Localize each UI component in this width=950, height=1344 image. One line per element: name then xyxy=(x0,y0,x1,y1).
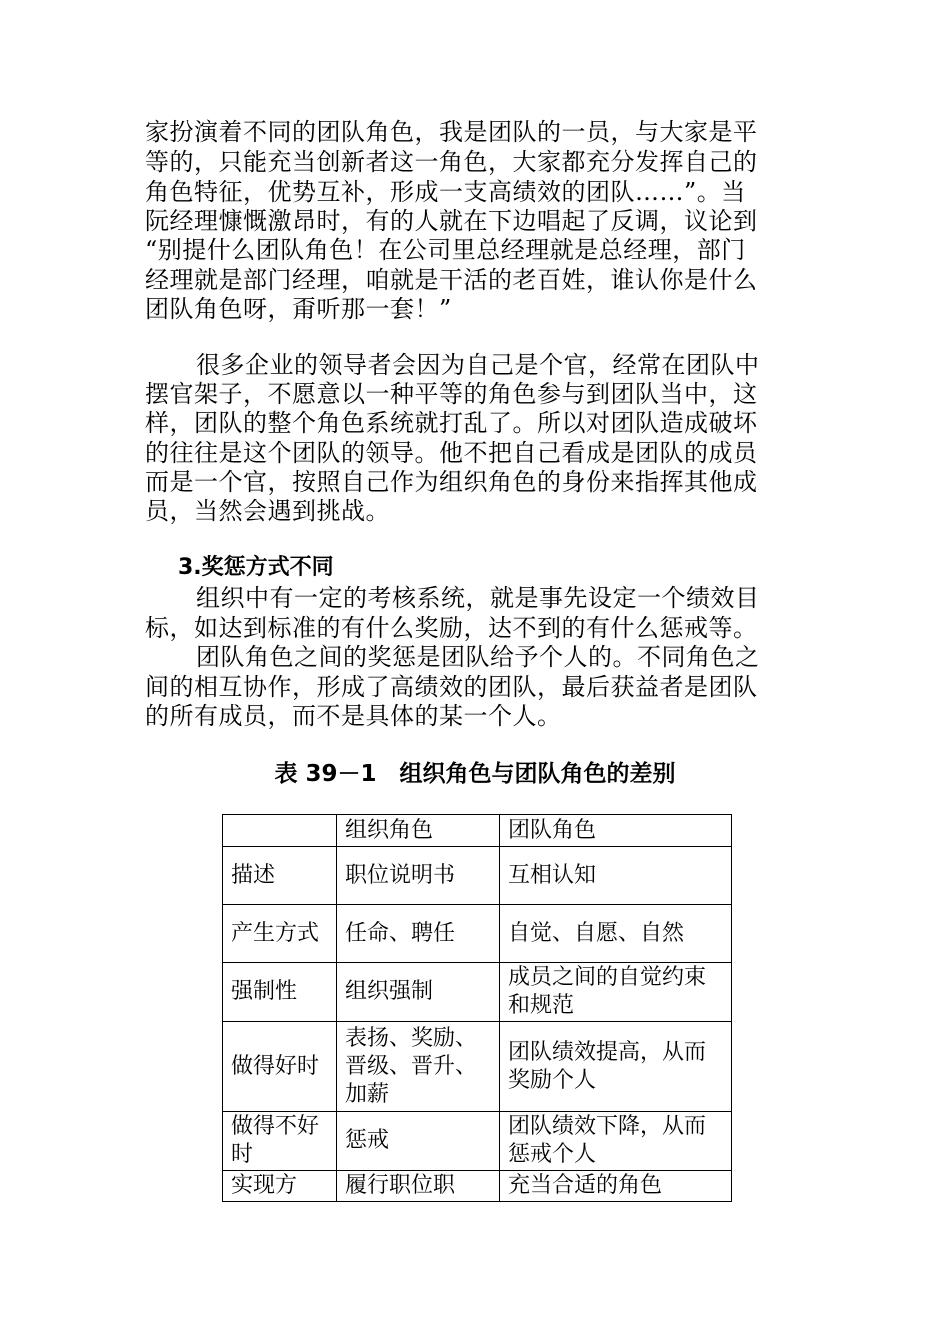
paragraph-2-line: 样，团队的整个角色系统就打乱了。所以对团队造成破坏 xyxy=(145,409,758,437)
table-row-label: 实现方 xyxy=(223,1171,337,1202)
table-cell: 团队绩效下降，从而惩戒个人 xyxy=(500,1112,732,1171)
table-row xyxy=(223,905,732,963)
table-row-label: 做得不好时 xyxy=(223,1112,337,1171)
paragraph-1-line: 经理就是部门经理，咱就是干活的老百姓，谁认你是什么 xyxy=(145,266,758,294)
table-row-label: 产生方式 xyxy=(223,905,337,963)
table-row-label: 做得好时 xyxy=(223,1022,337,1112)
paragraph-1-line: 团队角色呀，甭听那一套！” xyxy=(145,295,452,323)
table-header-cell: 组织角色 xyxy=(337,815,500,847)
paragraph-2-line: 很多企业的领导者会因为自己是个官，经常在团队中 xyxy=(196,351,760,379)
table-cell: 惩戒 xyxy=(337,1112,500,1171)
paragraph-2-line: 员，当然会遇到挑战。 xyxy=(145,497,390,525)
table-cell: 互相认知 xyxy=(500,847,732,905)
table-cell: 充当合适的角色 xyxy=(500,1171,732,1202)
table-row xyxy=(223,1112,732,1171)
paragraph-4-line: 团队角色之间的奖惩是团队给予个人的。不同角色之 xyxy=(196,643,760,671)
paragraph-4-line: 的所有成员，而不是具体的某一个人。 xyxy=(145,702,562,730)
table-cell: 团队绩效提高，从而奖励个人 xyxy=(500,1022,732,1112)
table-cell: 自觉、自愿、自然 xyxy=(500,905,732,963)
paragraph-3-line: 组织中有一定的考核系统，就是事先设定一个绩效目 xyxy=(196,584,760,612)
table-row-label: 描述 xyxy=(223,847,337,905)
table-row xyxy=(223,1171,732,1202)
role-comparison-table xyxy=(222,814,732,1202)
table-header-row xyxy=(223,815,732,847)
table-cell: 任命、聘任 xyxy=(337,905,500,963)
table-row xyxy=(223,847,732,905)
table-cell: 成员之间的自觉约束和规范 xyxy=(500,963,732,1022)
section-heading: 3.奖惩方式不同 xyxy=(178,555,334,580)
paragraph-3-line: 标，如达到标准的有什么奖励，达不到的有什么惩戒等。 xyxy=(145,614,758,642)
paragraph-1-line: “别提什么团队角色！在公司里总经理就是总经理，部门 xyxy=(145,236,746,264)
paragraph-4-line: 间的相互协作，形成了高绩效的团队，最后获益者是团队 xyxy=(145,673,758,701)
table-header-cell: 团队角色 xyxy=(500,815,732,847)
table-caption: 表 39－1 组织角色与团队角色的差别 xyxy=(274,761,676,787)
paragraph-2-line: 而是一个官，按照自己作为组织角色的身份来指挥其他成 xyxy=(145,468,758,496)
paragraph-1-line: 阮经理慷慨激昂时，有的人就在下边唱起了反调，议论到 xyxy=(145,207,758,235)
table-header-cell xyxy=(223,815,337,847)
paragraph-2-line: 摆官架子，不愿意以一种平等的角色参与到团队当中，这 xyxy=(145,380,758,408)
table-row-label: 强制性 xyxy=(223,963,337,1022)
table-cell: 履行职位职 xyxy=(337,1171,500,1202)
table-row xyxy=(223,963,732,1022)
paragraph-2-line: 的往往是这个团队的领导。他不把自己看成是团队的成员 xyxy=(145,439,758,467)
table-cell: 职位说明书 xyxy=(337,847,500,905)
paragraph-1-line: 家扮演着不同的团队角色，我是团队的一员，与大家是平 xyxy=(145,118,758,146)
table-row xyxy=(223,1022,732,1112)
table-cell: 表扬、奖励、晋级、晋升、加薪 xyxy=(337,1022,500,1112)
table-cell: 组织强制 xyxy=(337,963,500,1022)
paragraph-1-line: 角色特征，优势互补，形成一支高绩效的团队……”。当 xyxy=(145,178,746,206)
paragraph-1-line: 等的，只能充当创新者这一角色，大家都充分发挥自己的 xyxy=(145,148,758,176)
